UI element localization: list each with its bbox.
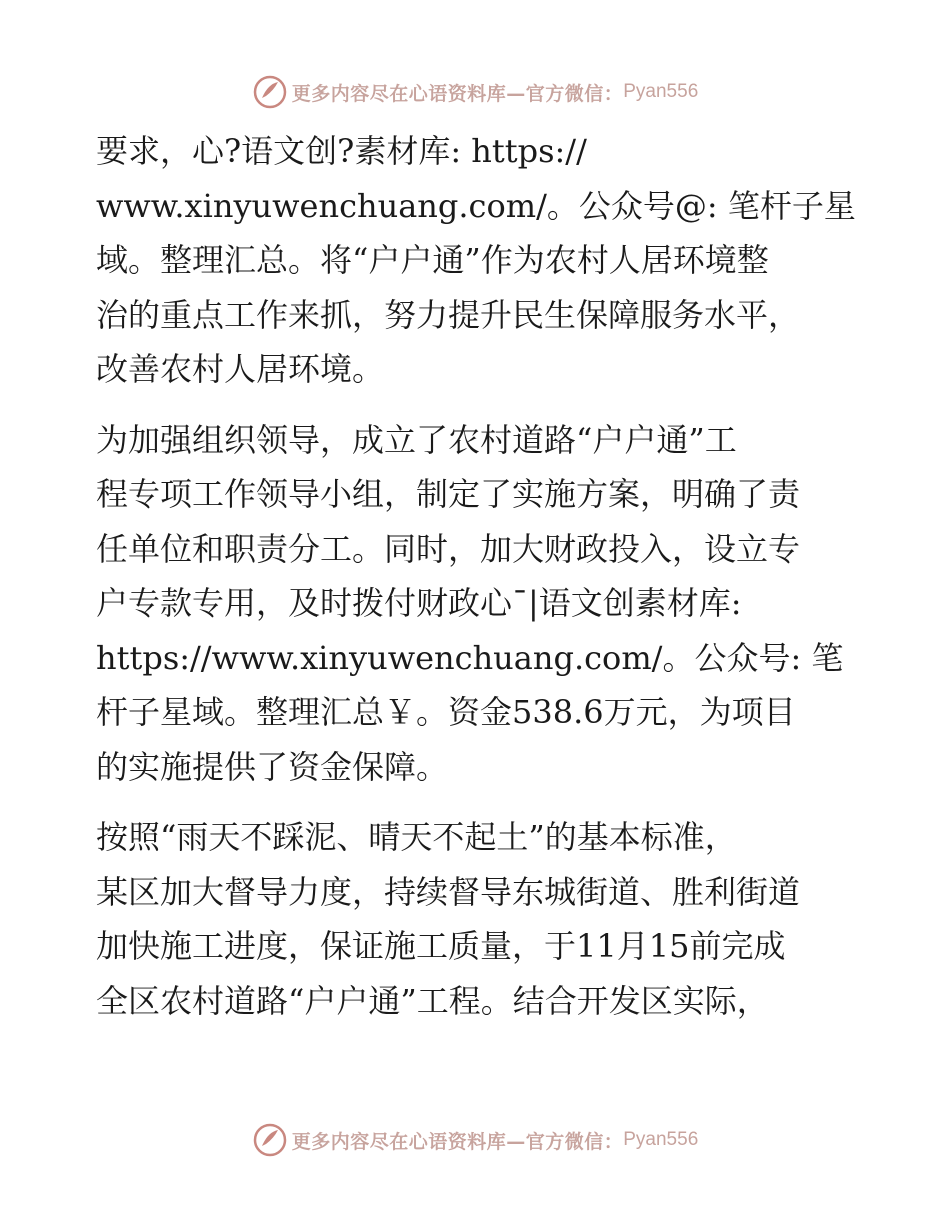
text-line: 杆子星域。整理汇总￥。资金538.6万元，为项目 (96, 693, 796, 731)
text-line: 为加强组织领导，成立了农村道路“户户通”工 (96, 420, 737, 459)
text-line: 某区加大督导力度，持续督导东城街道、胜利街道 (96, 872, 801, 911)
watermark-handle: Pyan556 (623, 1129, 699, 1150)
paragraph-1 (96, 124, 856, 397)
text-line: 全区农村道路“户户通”工程。结合开发区实际， (96, 981, 769, 1020)
paragraph-3 (96, 810, 856, 1028)
header-watermark (0, 70, 950, 114)
paragraph-2 (96, 413, 856, 795)
text-line: 的实施提供了资金保障。 (96, 747, 449, 786)
text-line: 域。整理汇总。将“户户通”作为农村人居环境整 (96, 241, 769, 279)
text-line: www.xinyuwenchuang.com/。公众号@: 笔杆子星 (96, 186, 856, 225)
text-line: 任单位和职责分工。同时，加大财政投入，设立专 (96, 529, 801, 568)
text-line: https://www.xinyuwenchuang.com/。公众号: 笔 (96, 638, 844, 677)
watermark-text: 更多内容尽在心语资料库—官方微信： (291, 1130, 624, 1153)
text-line: 治的重点工作来抓，努力提升民生保障服务水平， (96, 295, 801, 334)
document-body (96, 124, 856, 1028)
watermark-text: 更多内容尽在心语资料库—官方微信： (291, 82, 624, 105)
text-line: 按照“雨天不踩泥、晴天不起土”的基本标准， (96, 818, 737, 856)
text-line: 加快施工进度，保证施工质量，于11月15前完成 (96, 927, 786, 965)
brand-logo-icon (252, 74, 288, 110)
text-line: 户专款专用，及时拨付财政心¯|语文创素材库: (96, 584, 742, 622)
text-line: 改善农村人居环境。 (96, 350, 385, 388)
brand-logo-icon (252, 1122, 288, 1158)
text-line: 程专项工作领导小组，制定了实施方案，明确了责 (96, 475, 801, 513)
footer-watermark (0, 1118, 950, 1162)
text-line: 要求，心?语文创?素材库: https:// (96, 132, 587, 170)
watermark-handle: Pyan556 (623, 81, 699, 102)
